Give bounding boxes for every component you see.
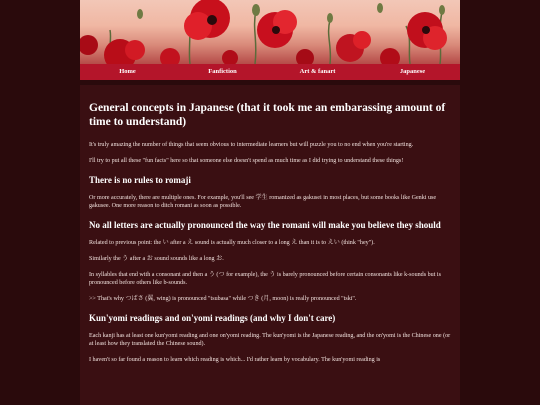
nav-home[interactable]: Home [119,68,136,75]
section-paragraph: I haven't so far found a reason to learn which reading is which... I'd rather learn by vocabulary. The kun'yomi reading is [89,357,381,363]
section-heading: There is no rules to romaji [89,175,191,185]
section-heading: Kun'yomi readings and on'yomi readings (and why I don't care) [89,313,336,323]
section-paragraph: In syllables that end with a consonant and then a う (つ for example), the う is barely pronounced before certain consonants like k-sounds but is pronounced before others like b-sounds. [89,272,441,286]
nav-fanfiction[interactable]: Fanfiction [208,68,237,75]
section-paragraph: >> That's why つばさ (翼, wing) is pronounced "tsubasa" while つき (月, moon) is really pronounced "tski". [89,296,357,302]
page-title: General concepts in Japanese (that it took me an embarassing amount of time to understand) [89,102,446,128]
nav-japanese[interactable]: Japanese [399,68,426,75]
section-paragraph: Each kanji has at least one kun'yomi reading and one on'yomi reading. The kun'yomi is the Japanese reading, and the on'yomi is the Chinese one (or at least how they translated the Chinese sound). [89,333,451,347]
main-nav [80,64,460,80]
section-paragraph: Related to previous point: the い after a え sound is actually much closer to a long え than it is to えい (think "hey"). [89,240,375,246]
nav-art-fanart[interactable]: Art & fanart [299,68,336,75]
intro-paragraph: It's truly amazing the number of things that seem obvious to intermediate learners but will puzzle you to no end when you're starting. [89,142,414,148]
intro-paragraph: I'll try to put all these "fun facts" here so that someone else doesn't spend as much time as I did trying to understand these things! [89,158,404,164]
section-paragraph: Similarly the う after a お sound sounds like a long お. [89,256,224,262]
page [80,0,460,405]
section-heading: No all letters are actually pronounced the way the romani will make you believe they should [89,220,441,230]
section-paragraph: Or more accurately, there are multiple ones. For example, you'll see 学生 romanized as gakusei in most places, but some books like Genki use gakusee. One more reason to ditch romani as soon as possible. [89,195,437,209]
article [80,85,460,405]
poppy-banner-image [80,0,460,64]
